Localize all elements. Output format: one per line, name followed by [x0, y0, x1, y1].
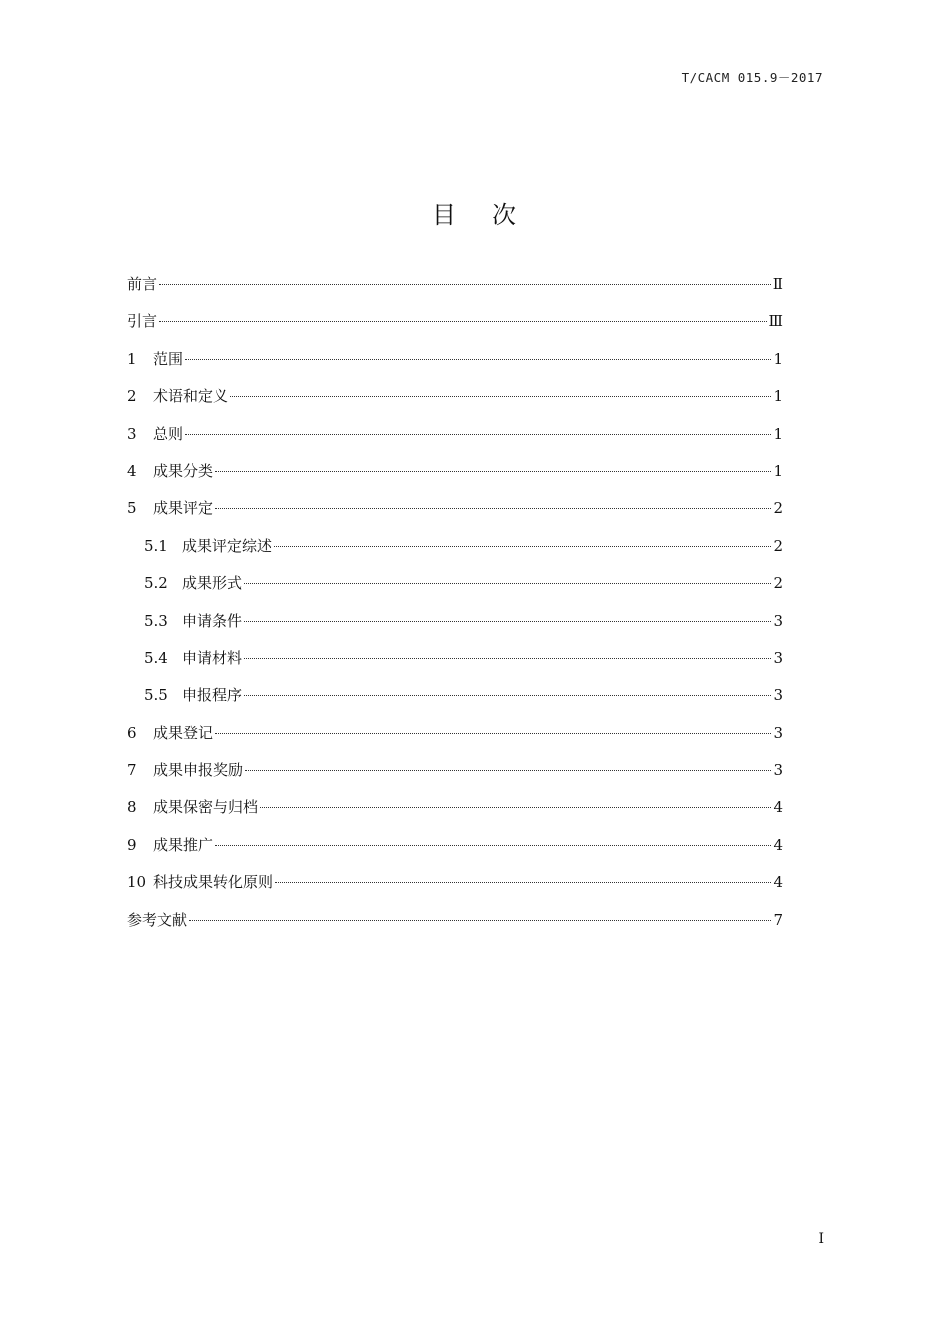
toc-entry-label: 范围 — [153, 349, 184, 368]
toc-entry-number: 5.3 — [144, 611, 168, 630]
dot-leader — [215, 508, 771, 509]
toc-title-char-2: 次 — [492, 201, 518, 229]
toc-entry[interactable] — [127, 603, 783, 640]
toc-entry-page: 3 — [773, 761, 783, 780]
toc-entry[interactable] — [127, 715, 783, 752]
toc-entry-number: 5 — [127, 499, 137, 518]
toc-entry-label: 参考文献 — [127, 910, 188, 929]
toc-entry-label: 前言 — [127, 275, 158, 293]
toc-entry-label: 成果形式 — [182, 574, 243, 593]
dot-leader — [244, 695, 771, 696]
toc-entry-page: 3 — [773, 648, 783, 667]
toc-entry-label: 成果申报奖励 — [153, 761, 244, 780]
dot-leader — [274, 546, 771, 547]
document-code: T/CACM 015.9－2017 — [681, 70, 823, 85]
toc-entry[interactable] — [127, 789, 783, 826]
toc-entry-number: 5.1 — [144, 536, 168, 555]
toc-entry-page: 3 — [773, 686, 783, 705]
toc-entry[interactable] — [127, 490, 783, 527]
toc-entry-label: 成果登记 — [153, 723, 214, 742]
toc-entry-page: 1 — [773, 349, 783, 368]
toc-entry[interactable] — [127, 378, 783, 415]
dot-leader — [185, 359, 771, 360]
toc-entry-label: 成果评定 — [153, 499, 214, 518]
toc-entry-page: 7 — [773, 910, 783, 929]
toc-entry-label: 成果保密与归档 — [153, 798, 259, 817]
toc-entry[interactable] — [127, 864, 783, 901]
toc-entry-label: 总则 — [153, 424, 184, 443]
page-number: I — [818, 1231, 824, 1247]
toc-entry-number: 7 — [127, 761, 137, 780]
toc-entry-label: 成果评定综述 — [182, 536, 273, 555]
dot-leader — [244, 621, 771, 622]
dot-leader — [215, 845, 771, 846]
toc-title — [0, 195, 950, 230]
toc-entry-label: 成果推广 — [153, 835, 214, 854]
toc-entry[interactable] — [127, 453, 783, 490]
dot-leader — [215, 471, 771, 472]
toc-entry-page: Ⅲ — [768, 312, 783, 331]
toc-entry-label: 申请材料 — [182, 648, 243, 667]
dot-leader — [244, 658, 771, 659]
toc-entry-label: 申报程序 — [182, 686, 243, 705]
toc-entry-label: 科技成果转化原则 — [153, 873, 274, 892]
toc-entry-label: 成果分类 — [153, 461, 214, 480]
toc-entry-page: 4 — [773, 798, 783, 817]
toc-entry-page: 3 — [773, 723, 783, 742]
toc-entry-number: 8 — [127, 798, 137, 817]
dot-leader — [159, 284, 771, 285]
toc-entry[interactable] — [127, 303, 783, 340]
toc-entry-number: 4 — [127, 461, 137, 480]
dot-leader — [159, 321, 767, 322]
dot-leader — [260, 807, 771, 808]
toc-entry-number: 5.4 — [144, 648, 168, 667]
toc-entry-page: Ⅱ — [772, 275, 783, 293]
toc-entry-number: 1 — [127, 349, 137, 368]
toc-entry[interactable] — [127, 640, 783, 677]
dot-leader — [230, 396, 771, 397]
toc-entry-number: 5.2 — [144, 574, 168, 593]
toc-entry-page: 1 — [773, 424, 783, 443]
toc-entry-number: 10 — [127, 873, 147, 892]
toc-entry-page: 2 — [773, 574, 783, 593]
toc-entry-number: 2 — [127, 387, 137, 406]
toc-entry-page: 4 — [773, 835, 783, 854]
toc-entry-page: 3 — [773, 611, 783, 630]
toc-entry[interactable] — [127, 565, 783, 602]
toc-entry[interactable] — [127, 827, 783, 864]
toc-entry-page: 4 — [773, 873, 783, 892]
dot-leader — [215, 733, 771, 734]
toc-entry-page: 2 — [773, 499, 783, 518]
toc-list — [127, 266, 783, 939]
toc-entry-page: 1 — [773, 387, 783, 406]
toc-entry-number: 5.5 — [144, 686, 168, 705]
toc-entry-page: 2 — [773, 536, 783, 555]
toc-entry-label: 术语和定义 — [153, 387, 229, 406]
toc-entry[interactable] — [127, 416, 783, 453]
toc-entry[interactable] — [127, 902, 783, 939]
toc-entry-label: 申请条件 — [182, 611, 243, 630]
dot-leader — [275, 882, 771, 883]
dot-leader — [189, 920, 771, 921]
toc-entry[interactable] — [127, 752, 783, 789]
toc-entry[interactable] — [127, 266, 783, 303]
toc-entry-number: 6 — [127, 723, 137, 742]
dot-leader — [185, 434, 771, 435]
toc-entry-number: 9 — [127, 835, 137, 854]
toc-entry[interactable] — [127, 677, 783, 714]
dot-leader — [245, 770, 771, 771]
toc-title-char-1: 目 — [432, 201, 458, 229]
dot-leader — [244, 583, 771, 584]
toc-entry-label: 引言 — [127, 312, 158, 331]
toc-entry[interactable] — [127, 528, 783, 565]
toc-entry-number: 3 — [127, 424, 137, 443]
toc-entry-page: 1 — [773, 461, 783, 480]
toc-entry[interactable] — [127, 341, 783, 378]
